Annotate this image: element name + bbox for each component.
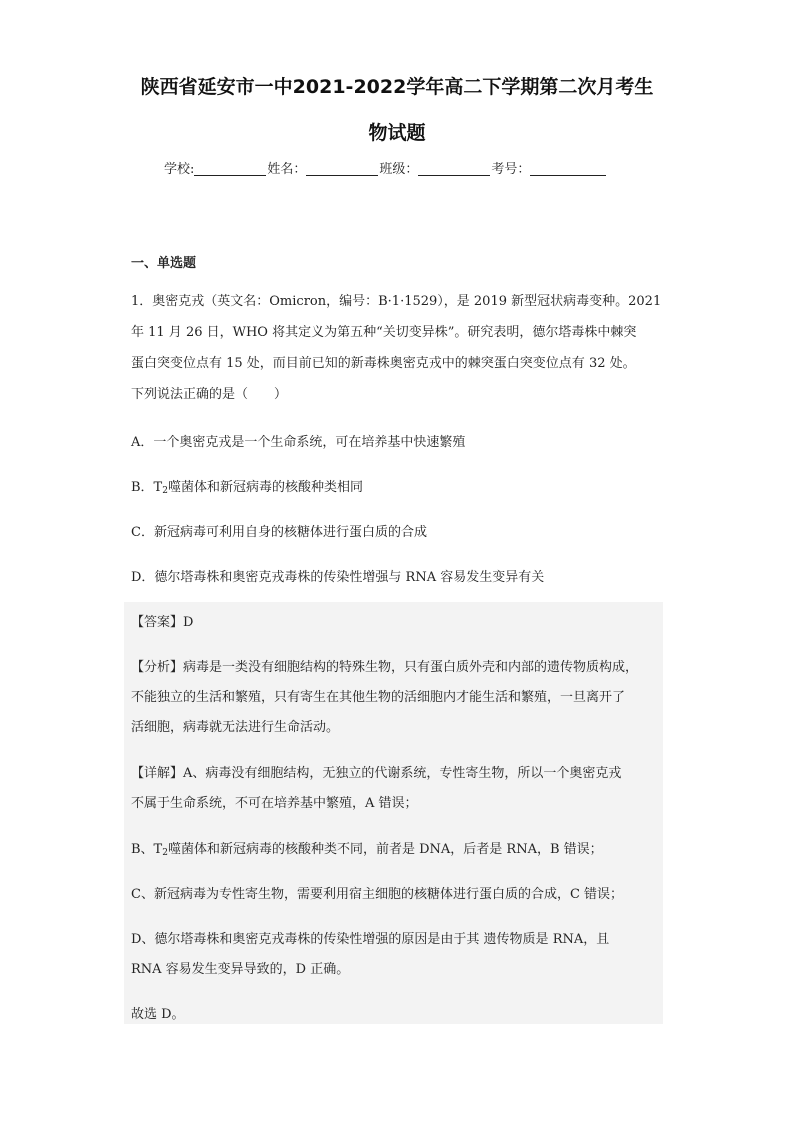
option-b-text: 噬菌体和新冠病毒的核酸种类相同: [167, 480, 363, 495]
answer-line: 【答案】D: [131, 615, 194, 630]
question-line: 1．奥密克戎（英文名：Omicron，编号：B·1·1529），是 2019 新型冠状病毒变种。2021: [131, 294, 662, 309]
class-blank: [418, 161, 490, 176]
option-b-subscript: 2: [162, 486, 168, 496]
name-blank: [306, 161, 378, 176]
detail-d-line: D、德尔塔毒株和奥密克戎毒株的传染性增强的原因是由于其 遗传物质是 RNA，且: [131, 932, 610, 947]
detail-a-line: 【详解】A、病毒没有细胞结构，无独立的代谢系统，专性寄生物，所以一个奥密克戎: [131, 766, 622, 781]
question-line: 年 11 月 26 日，WHO 将其定义为第五种“关切变异株”。研究表明，德尔塔毒株中棘突: [131, 325, 637, 340]
number-blank: [530, 161, 606, 176]
analysis-line: 活细胞，病毒就无法进行生命活动。: [131, 720, 340, 735]
exam-title: [130, 64, 664, 156]
exam-title-line-2: 物试题: [368, 122, 426, 144]
option-b-prefix: B．T: [131, 480, 163, 495]
school-label: 学校:: [164, 162, 195, 177]
detail-b-text: 噬菌体和新冠病毒的核酸种类不同，前者是 DNA，后者是 RNA，B 错误；: [167, 842, 603, 857]
option-c: C．新冠病毒可利用自身的核糖体进行蛋白质的合成: [131, 525, 427, 540]
school-blank: [194, 161, 266, 176]
option-d: D．德尔塔毒株和奥密克戎毒株的传染性增强与 RNA 容易发生变异有关: [131, 570, 545, 585]
option-a: A．一个奥密克戎是一个生命系统，可在培养基中快速繁殖: [131, 435, 466, 450]
question-stem: [131, 286, 667, 410]
option-b: [131, 476, 363, 495]
number-label: 考号：: [491, 162, 531, 177]
section-heading: 一、单选题: [131, 256, 197, 271]
exam-title-line-1: 陕西省延安市一中2021-2022学年高二下学期第二次月考生: [140, 76, 654, 98]
analysis-line: 不能独立的生活和繁殖，只有寄生在其他生物的活细胞内才能生活和繁殖，一旦离开了: [131, 690, 626, 705]
detail-b-line: [131, 838, 603, 857]
detail-a-line: 不属于生命系统，不可在培养基中繁殖，A 错误；: [131, 796, 418, 811]
question-line: 下列说法正确的是（ ）: [131, 387, 288, 402]
student-info-fields: [164, 158, 607, 177]
detail-c-line: C、新冠病毒为专性寄生物，需要利用宿主细胞的核糖体进行蛋白质的合成，C 错误；: [131, 887, 624, 902]
class-label: 班级：: [379, 162, 419, 177]
detail-b-prefix: B、T: [131, 842, 163, 857]
conclusion-line: 故选 D。: [131, 1007, 185, 1022]
analysis-line: 【分析】病毒是一类没有细胞结构的特殊生物，只有蛋白质外壳和内部的遗传物质构成，: [131, 660, 639, 675]
name-label: 姓名：: [267, 162, 307, 177]
question-line: 蛋白突变位点有 15 处，而目前已知的新毒株奥密克戎中的棘突蛋白突变位点有 32 处。: [131, 356, 636, 371]
detail-b-subscript: 2: [162, 848, 168, 858]
detail-d-line: RNA 容易发生变异导致的，D 正确。: [131, 962, 350, 977]
